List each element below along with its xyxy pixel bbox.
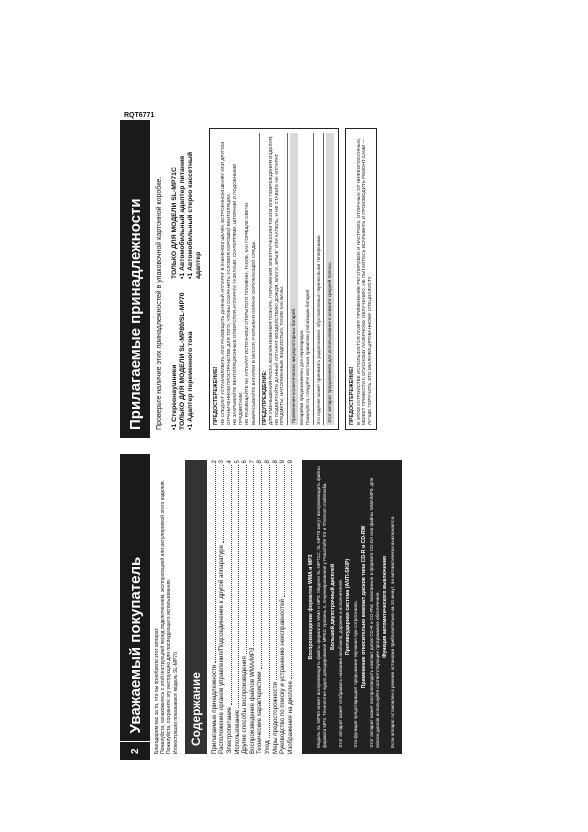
feature-heading: Большой двухстрочный дисплей xyxy=(329,563,336,651)
accessory-item: ТОЛЬКО ДЛЯ МОДЕЛИ SL-MP71C xyxy=(170,167,178,279)
left-header xyxy=(120,454,150,760)
table-of-contents xyxy=(211,460,295,754)
intro-line-2: Пожалуйста, ознакомьтесь с этой инструкцией перед подключением, эксплуатацией или регулировкой этого изделия. Пожалуйста, сохраните эту инструкцию для последующего использования. xyxy=(160,479,173,754)
toc-item: Расположение органов управления/Подсоединение к другой аппаратуре 3 xyxy=(218,460,226,754)
feature-text: Если аппарат остановлен в режиме остановки приблизительно на 10 минут, он автоматически выключается. xyxy=(390,515,396,748)
radio-note: Это изделие может принимать радиопомехи, обусловленные переносными телефонами. xyxy=(315,234,321,425)
toc-item: Электропитание 4 xyxy=(226,460,233,754)
feature-heading: Воспроизведение форматов WMA и MP3 xyxy=(308,554,315,660)
toc-item: Уход 8 xyxy=(263,460,271,754)
divider xyxy=(323,133,324,425)
toc-item: Изображения на дисплее 9 xyxy=(286,460,294,754)
feature-text: Этот аппарат может воспроизводить компакт диски CD-R и CD-RW, записанные в формате CD-DA или файлы WMA/MP3. Для записи дисков используйте соответствующее программное обеспечение. xyxy=(368,477,380,748)
caution-box-1 xyxy=(209,128,339,430)
accessory-item: ▪1 Стереонаушники xyxy=(170,364,178,430)
battery-note: Пожалуйста, следуйте местным правилам утилизации батарей. xyxy=(305,288,311,425)
right-header xyxy=(120,120,150,438)
toc-item: Использование 5 xyxy=(233,460,241,754)
accessories-list xyxy=(171,128,204,430)
intro-line-3: Иллюстрации показывают модель SL-MP70. xyxy=(172,650,179,754)
rotated-content xyxy=(120,120,460,760)
feature-text: Модель SL-MP80 может воспроизводить файлы форматов WMA и MP3. Модели SL-MP71C, SL-MP70 могут воспроизводить файлы формата MP3. Технология аудио декодирования MPEG Уровень 3, лицензированная у Fraunhofer IIS и Thomson multimedia. xyxy=(316,466,327,748)
warning-text: ДЛЯ УМЕНЬШЕНИЯ РИСКА ВОЗНИКНОВЕНИЯ ПОЖАРА, ПОРАЖЕНИЯ ЭЛЕКТРИЧЕСКИМ ТОКОМ ИЛИ ПОВРЕЖДЕНИЯ ИЗДЕЛИЯ, НЕ ПОДВЕРГАЙТЕ ДАННЫЙ АППАРАТ ВОЗДЕЙСТВИЮ ДОЖДЯ, ВЛАГИ, БРЫЗГ ИЛИ КАПЕЛЬ, И НЕ СТАВЬТЕ НА АППАРАТ ПРЕДМЕТЫ, НАПОЛНЕННЫЕ ЖИДКОСТЬЮ, ТАКИЕ КАК ВАЗЫ. xyxy=(268,135,285,425)
accessory-item: ▪1 Автомобильный стерео кассетный адаптер xyxy=(187,151,203,279)
divider xyxy=(287,133,288,425)
accessory-item: ▪1 Автомобильный адаптер питания xyxy=(178,155,186,279)
laser-caution-title: ПРЕДОСТЕРЕЖЕНИЕ! xyxy=(348,366,355,425)
right-title: Прилагаемые принадлежности xyxy=(126,198,144,430)
toc-item: Меры предосторожности 8 xyxy=(271,460,279,754)
battery-note: Батарейки предназначены для перезарядки. xyxy=(298,329,304,425)
caution-box-laser xyxy=(345,128,377,430)
accessories-col-2 xyxy=(171,128,204,279)
contents-title: Содержание xyxy=(185,460,207,754)
left-title: Уважаемый покупатель xyxy=(126,556,144,734)
accessory-item: ▪1 Адаптер переменного тока xyxy=(187,331,194,430)
feature-text: Этот аппарат может отображать названия альбомов, дорожек и исполнителей. xyxy=(337,579,343,748)
toc-item: Воспроизведение файлов WMA/MP3 7 xyxy=(248,460,256,754)
caution-item: НЕ ЗАКРЫВАЙТЕ ВЕНТИЛЯЦИОННЫЕ ОТВЕРСТИЯ АППАРАТА ГАЗЕТАМИ, СКАТЕРТЯМИ, ШТОРАМИ И ПОДОБНЫМИ ПРЕДМЕТАМИ. xyxy=(232,163,243,425)
toc-item: Другие способы воспроизведения 6 xyxy=(241,460,249,754)
intro-line-1: Благодарим вас за то, что вы приобрели этот аппарат. xyxy=(154,627,160,754)
rotated-manual-sheet xyxy=(120,120,588,754)
warning-title: ПРЕДУПРЕЖДЕНИЕ: xyxy=(261,370,268,425)
toc-item: Руководство по поиску и устранению неисправностей 9 xyxy=(279,460,287,754)
laser-caution-text: В ЭТОМ УСТРОЙСТВЕ ИСПОЛЬЗУЕТСЯ ЛАЗЕР. ПРИМЕНЕНИЕ РЕГУЛИРОВОК И НАСТРОЕК, ОТЛИЧНЫХ ОТ НИЖЕОПИСАННЫХ, МОЖЕТ ПРИВЕСТИ К ОПАСНОМУ ЛАЗЕРНОМУ ОБЛУЧЕНИЮ. НЕ ПЫТАЙТЕСЬ ВСКРЫВАТЬ И ПРОИЗВОДИТЬ РЕМОНТ САМИ — ЛУЧШЕ ПОРУЧИТЬ ЭТО КВАЛИФИЦИРОВАННОМУ СПЕЦИАЛИСТУ. xyxy=(355,137,372,425)
feature-heading: Противоударная система (ANTI-SKIP) xyxy=(345,558,352,656)
battery-note: Применение косметических аккумуляторных батарей. xyxy=(290,133,298,425)
caution-item: НЕ СЛЕДУЕТ УСТАНАВЛИВАТЬ ИЛИ РАЗМЕЩАТЬ ДАННЫЙ АППАРАТ В КНИЖНОМ ШКАФУ, ВСТРОЕННОМ ШКАФУ ИЛИ ДРУГОМ ОГРАНИЧЕННОМ ПРОСТРАНСТВЕ ДЛЯ ТОГО, ЧТОБЫ СОХРАНИТЬ УСЛОВИЯ ХОРОШЕЙ ВЕНТИЛЯЦИИ. xyxy=(220,142,231,425)
toc-item: Прилагаемые принадлежности 2 xyxy=(210,460,218,754)
accessories-intro: Проверьте наличие этих принадлежностей в упаковочной картонной коробке. xyxy=(156,176,163,430)
climate-note: Этот аппарат предназначен для использования в климате средней полосы. xyxy=(326,133,334,425)
left-intro xyxy=(154,460,179,754)
caution-item: ВЫБРАСЫВАЙТЕ БАТАРЕИ В МУСОР, УЧИТЫВАЯ ОХРАНУ ОКРУЖАЮЩЕЙ СРЕДЫ. xyxy=(250,240,256,425)
caution-item: НЕ РАЗМЕЩАЙТЕ НА АППАРАТ ИСТОЧНИКИ ОТКРЫТОГО ПЛАМЕНИ, ТАКИЕ, КАК ГОРЯЩИЕ СВЕЧИ. xyxy=(244,201,250,425)
caution-title: ПРЕДОСТЕРЕЖЕНИЕ! xyxy=(213,366,220,425)
feature-heading: Применение относительно компакт дисков типа CD-R и CD-RW xyxy=(360,525,367,689)
accessory-item: ТОЛЬКО ДЛЯ МОДЕЛИ SL-MP80/SL-MP70 xyxy=(178,292,186,430)
divider xyxy=(259,133,260,425)
page-number: 2 xyxy=(120,741,150,760)
left-column xyxy=(120,454,460,760)
page-id-label: RQT6771 xyxy=(124,112,155,119)
divider xyxy=(313,133,314,425)
feature-text: Эта функция предотвращает прерывание звучания при сотрясениях. xyxy=(353,600,359,748)
feature-heading: Функция автоматического выключения xyxy=(382,556,389,659)
right-column xyxy=(120,120,460,438)
toc-item: Технические характеристики 8 xyxy=(256,460,264,754)
accessories-col-1 xyxy=(171,279,204,430)
features-box xyxy=(302,460,402,754)
